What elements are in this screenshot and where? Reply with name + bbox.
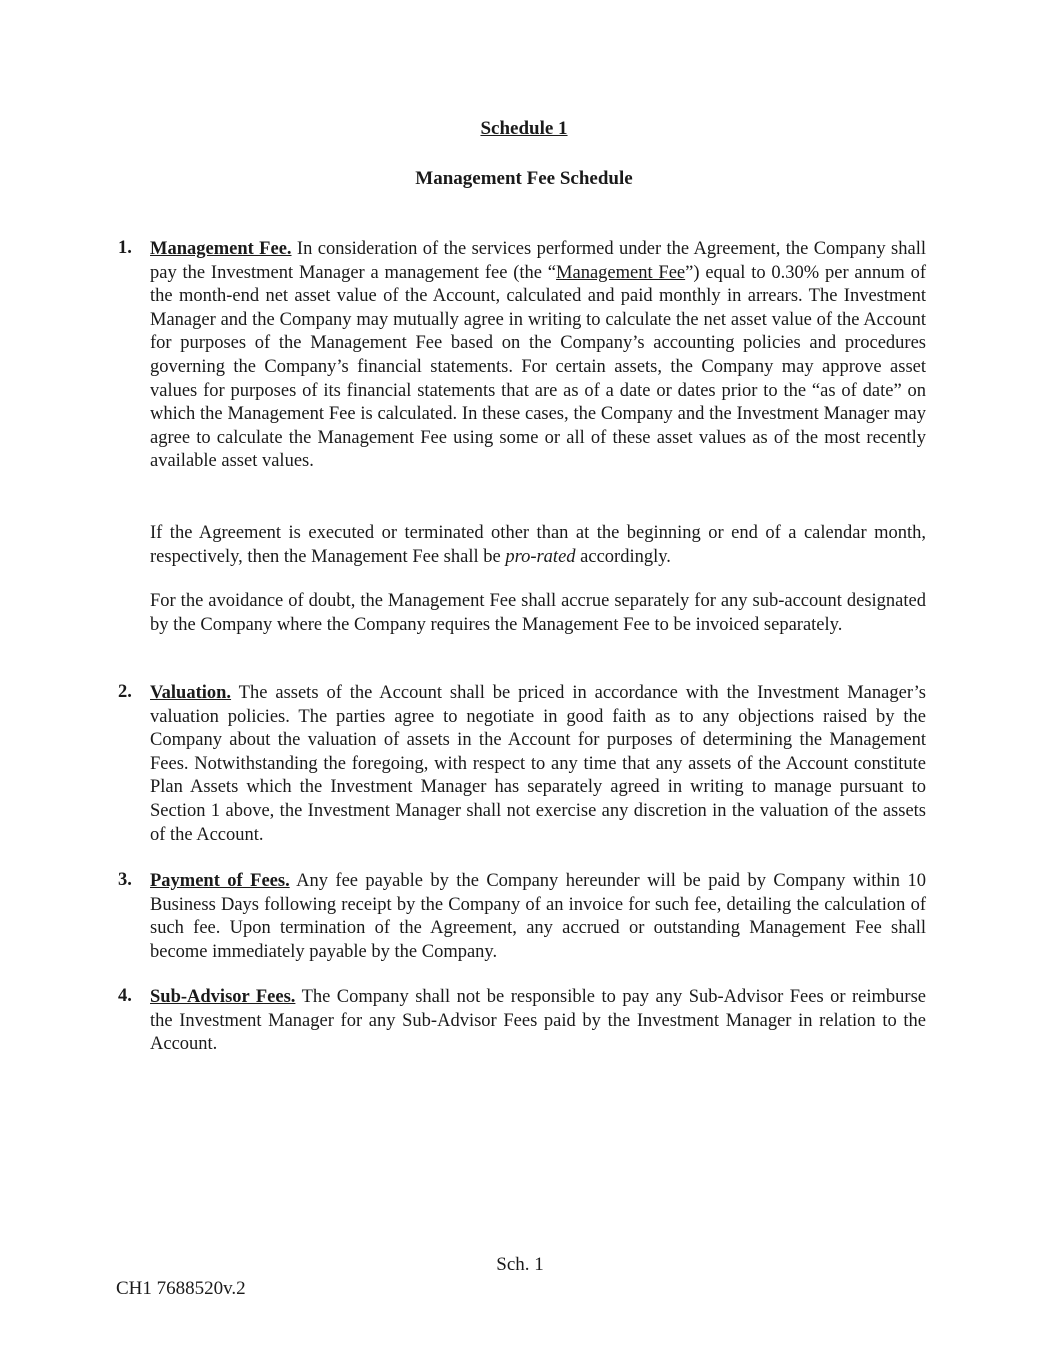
- section-text: The Company shall not be responsible to pay any Sub-Advisor Fees or reimburse the Investment Manager for any Sub-Advisor Fees paid by the Investment Manager in relation to the Account.: [150, 987, 926, 1055]
- italic-term: pro-rated: [505, 546, 576, 567]
- section-number: 2.: [118, 682, 132, 702]
- section-sub-advisor-fees: [118, 986, 926, 1057]
- section-heading: Payment of Fees.: [150, 871, 290, 891]
- subaccount-paragraph: For the avoidance of doubt, the Management Fee shall accrue separately for any sub-account designated by the Company where the Company requires the Management Fee to be invoiced separately.: [150, 591, 926, 635]
- section-number: 4.: [118, 986, 132, 1006]
- defined-term: Management Fee: [556, 262, 686, 283]
- paragraph-text: accordingly.: [575, 546, 671, 567]
- section-text: Any fee payable by the Company hereunder will be paid by Company within 10 Business Days following receipt by the Company of an invoice for such fee, detailing the calculation of such fee. Upon termination of the Agreement, any accrued or outstanding Management Fee shall become immediately payable by the Company.: [150, 871, 926, 962]
- section-payment-of-fees: [118, 870, 926, 964]
- fee-schedule-title: Management Fee Schedule: [415, 168, 633, 189]
- section-number: 3.: [118, 870, 132, 890]
- section-text: In consideration of the services performed under the Agreement, the Company shall pay the Investment Manager a management fee (the “: [150, 239, 926, 283]
- section-number: 1.: [118, 238, 132, 258]
- schedule-title: Schedule 1: [480, 118, 568, 139]
- section-text: The assets of the Account shall be priced in accordance with the Investment Manager’s valuation policies. The parties agree to negotiate in good faith as to any objections raised by the Company about the valuation of assets in the Account for purposes of determining the Management Fees. Notwithstanding the foregoing, with respect to any time that any assets of the Account constitute Plan Assets which the Investment Manager has separately agreed in writing to manage pursuant to Section 1 above, the Investment Manager shall not exercise any discretion in the valuation of the assets of the Account.: [150, 683, 926, 845]
- section-body: [150, 986, 926, 1057]
- section-management-fee: [118, 238, 926, 474]
- section-text: ”) equal to 0.30% per annum of the month-end net asset value of the Account, calculated and paid monthly in arrears. The Investment Manager and the Company may mutually agree in writing to calculate the net asset value of the Account for purposes of the Management Fee based on the Company’s accounting policies and procedures governing the Company’s financial statements. For certain assets, the Company may approve asset values for purposes of its financial statements that are as of a date or dates prior to the “as of date” on which the Management Fee is calculated. In these cases, the Company and the Investment Manager may agree to calculate the Management Fee using some or all of these asset values as of the most recently available asset values.: [150, 262, 926, 472]
- section-heading: Management Fee.: [150, 239, 292, 259]
- section-body: [150, 238, 926, 474]
- section-heading: Sub-Advisor Fees.: [150, 987, 296, 1007]
- section-heading: Valuation.: [150, 683, 232, 703]
- paragraph-text: If the Agreement is executed or terminated other than at the beginning or end of a calendar month, respectively, then the Management Fee shall be: [150, 523, 926, 567]
- prorate-paragraph: [150, 522, 926, 569]
- section-body: [150, 682, 926, 847]
- section-valuation: [118, 682, 926, 847]
- page-number: Sch. 1: [496, 1254, 544, 1275]
- document-id: CH1 7688520v.2: [116, 1278, 246, 1299]
- section-body: [150, 870, 926, 964]
